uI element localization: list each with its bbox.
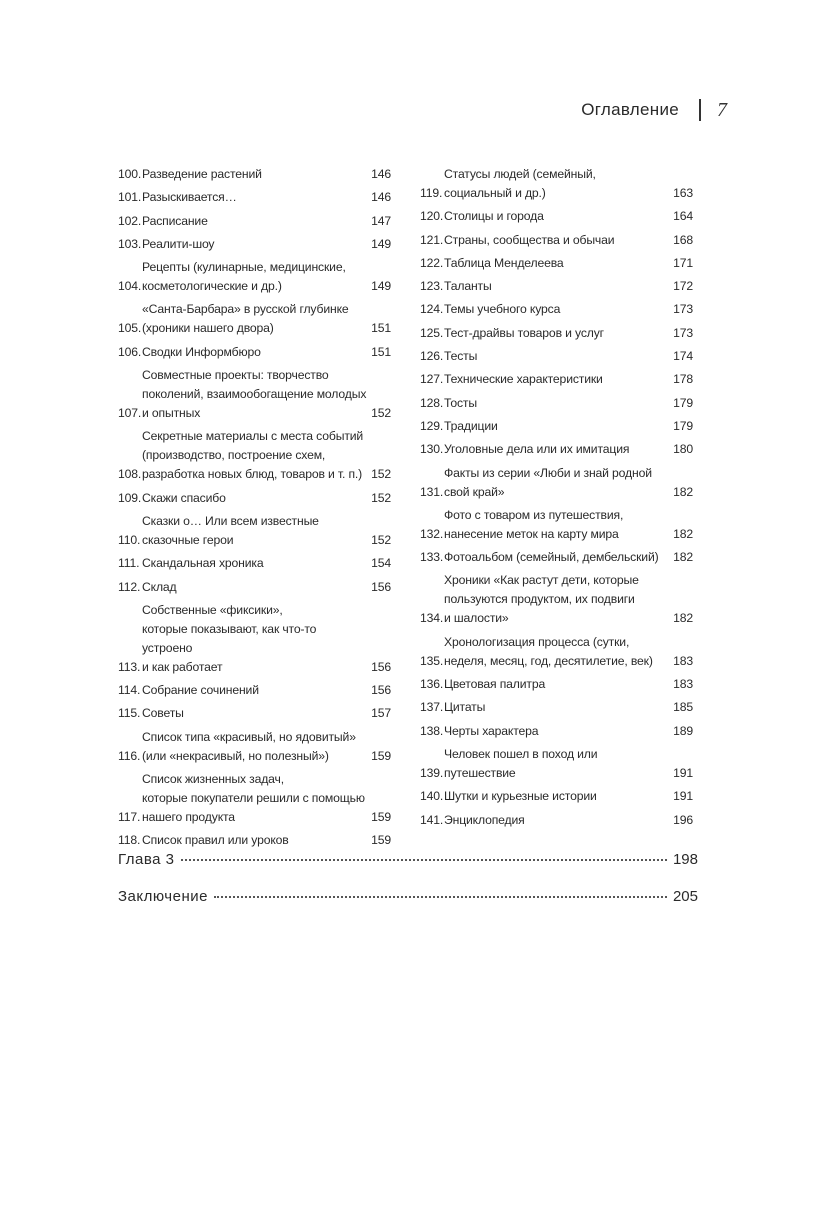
entry-number: 109.	[118, 490, 142, 505]
entry-page: 185	[673, 700, 693, 715]
toc-chapter-3[interactable]	[118, 851, 698, 868]
entry-number: 133.	[420, 550, 444, 565]
entry-page: 147	[371, 213, 391, 228]
entry-page: 156	[371, 579, 391, 594]
entry-number: 107.	[118, 406, 142, 421]
entry-number: 106.	[118, 344, 142, 359]
entry-title: Скажи спасибо	[142, 490, 226, 505]
page-header	[581, 95, 727, 125]
entry-number: 101.	[118, 190, 142, 205]
entry-title: Таблица Менделеева	[444, 255, 564, 270]
toc-entry[interactable]	[420, 231, 693, 250]
entry-title: Фотоальбом (семейный, дембельский)	[444, 550, 659, 565]
entry-title: Реалити-шоу	[142, 236, 215, 251]
entry-page: 152	[371, 467, 391, 482]
toc-entry[interactable]	[420, 698, 693, 717]
entry-title: Статусы людей (семейный, социальный и др.)	[444, 167, 596, 200]
entry-number: 125.	[420, 325, 444, 340]
entry-page: 151	[371, 321, 391, 336]
entry-number: 113.	[118, 659, 141, 674]
entry-title: Сказки о… Или всем известные сказочные герои	[142, 513, 319, 547]
toc-entry[interactable]	[420, 464, 693, 502]
toc-entry[interactable]	[420, 370, 693, 389]
entry-title: «Санта-Барбара» в русской глубинке (хроники нашего двора)	[142, 302, 349, 336]
header-divider	[699, 99, 701, 121]
toc-entry[interactable]	[118, 258, 391, 296]
entry-page: 149	[371, 279, 391, 294]
entry-page: 179	[673, 395, 693, 410]
entry-page: 152	[371, 406, 391, 421]
entry-number: 122.	[420, 255, 444, 270]
entry-number: 117.	[118, 810, 141, 825]
toc-entry[interactable]	[420, 347, 693, 366]
entry-number: 136.	[420, 677, 444, 692]
entry-page: 159	[371, 748, 391, 763]
entry-number: 119.	[420, 186, 443, 200]
toc-entry[interactable]	[420, 811, 693, 830]
entry-number: 127.	[420, 372, 444, 387]
entry-page: 151	[371, 344, 391, 359]
entry-number: 110.	[118, 532, 141, 547]
entry-title: Тосты	[444, 395, 477, 410]
entry-page: 182	[673, 611, 693, 626]
toc-entry[interactable]	[118, 578, 391, 597]
entry-page: 183	[673, 677, 693, 692]
entry-title: Хронологизация процесса (сутки, неделя, месяц, год, десятилетие, век)	[444, 634, 653, 668]
entry-title: Энциклопедия	[444, 812, 525, 827]
entry-page: 179	[673, 418, 693, 433]
entry-number: 124.	[420, 302, 444, 317]
entry-number: 131.	[420, 484, 444, 499]
running-title: Оглавление	[581, 100, 679, 119]
entry-title: Технические характеристики	[444, 372, 603, 387]
entry-page: 173	[673, 302, 693, 317]
entry-page: 182	[673, 526, 693, 541]
toc-entry[interactable]	[118, 427, 391, 484]
entry-title: Темы учебного курса	[444, 302, 561, 317]
toc-entry[interactable]	[420, 165, 693, 203]
entry-title: Советы	[142, 706, 184, 721]
entry-number: 121.	[420, 232, 444, 247]
chapter-label: Заключение	[118, 888, 208, 905]
entry-number: 128.	[420, 395, 444, 410]
toc-entry[interactable]	[118, 728, 391, 766]
entry-title: Столицы и города	[444, 209, 544, 224]
toc-entry[interactable]	[118, 300, 391, 338]
entry-title: Собрание сочинений	[142, 683, 259, 698]
entry-title: Человек пошел в поход или путешествие	[444, 746, 598, 780]
entry-page: 159	[371, 833, 391, 848]
entry-number: 111.	[118, 556, 140, 571]
entry-page: 149	[371, 236, 391, 251]
dot-leader	[214, 896, 667, 898]
toc-entry[interactable]	[420, 254, 693, 273]
entry-number: 139.	[420, 765, 444, 780]
entry-number: 112.	[118, 579, 141, 594]
toc-entry[interactable]	[420, 675, 693, 694]
entry-title: Цитаты	[444, 700, 486, 715]
toc-entry[interactable]	[420, 571, 693, 628]
entry-title: Таланты	[444, 279, 492, 294]
toc-entry[interactable]	[118, 601, 391, 677]
entry-number: 134.	[420, 611, 444, 626]
toc-entry[interactable]	[118, 554, 391, 573]
entry-number: 123.	[420, 279, 444, 294]
entry-page: 168	[673, 232, 693, 247]
entry-number: 126.	[420, 349, 444, 364]
entry-page: 146	[371, 190, 391, 205]
entry-title: Скандальная хроника	[142, 556, 264, 571]
entry-number: 132.	[420, 526, 444, 541]
entry-title: Факты из серии «Люби и знай родной свой край»	[444, 465, 652, 499]
entry-title: Цветовая палитра	[444, 677, 546, 692]
entry-page: 182	[673, 484, 693, 499]
entry-page: 152	[371, 532, 391, 547]
toc-entry[interactable]	[118, 165, 391, 184]
chapter-label: Глава 3	[118, 851, 175, 868]
entry-page: 156	[371, 659, 391, 674]
toc-entry[interactable]	[118, 366, 391, 423]
entry-page: 173	[673, 325, 693, 340]
entry-page: 189	[673, 723, 693, 738]
toc-entry[interactable]	[118, 704, 391, 723]
entry-page: 157	[371, 706, 391, 721]
toc-conclusion[interactable]	[118, 888, 698, 905]
entry-title: Фото с товаром из путешествия, нанесение меток на карту мира	[444, 507, 624, 541]
entry-number: 102.	[118, 213, 142, 228]
toc-entry[interactable]	[420, 207, 693, 226]
toc-entry[interactable]	[420, 417, 693, 436]
toc-entry[interactable]	[118, 212, 391, 231]
entry-number: 100.	[118, 167, 142, 181]
toc-entry[interactable]	[118, 235, 391, 254]
entry-title: Традиции	[444, 418, 498, 433]
entry-title: Склад	[142, 579, 177, 594]
entry-page: 159	[371, 810, 391, 825]
chapter-page: 205	[672, 888, 698, 905]
toc-entry[interactable]	[420, 722, 693, 741]
entry-page: 156	[371, 683, 391, 698]
entry-title: Список правил или уроков	[142, 833, 289, 848]
entry-number: 114.	[118, 683, 141, 698]
toc-entry[interactable]	[420, 440, 693, 459]
entry-number: 108.	[118, 467, 142, 482]
toc-entry[interactable]	[118, 489, 391, 508]
entry-page: 174	[673, 349, 693, 364]
entry-number: 118.	[118, 833, 141, 848]
entry-title: Черты характера	[444, 723, 539, 738]
entry-page: 182	[673, 550, 693, 565]
entry-title: Собственные «фиксики», которые показывают, как что-то устроено и как работает	[142, 602, 317, 674]
entry-title: Уголовные дела или их имитация	[444, 442, 630, 457]
toc-entry[interactable]	[118, 770, 391, 827]
entry-page: 171	[673, 255, 693, 270]
entry-page: 146	[371, 167, 391, 181]
entry-number: 105.	[118, 321, 142, 336]
entry-number: 130.	[420, 442, 444, 457]
entry-title: Список жизненных задач, которые покупатели решили с помощью нашего продукта	[142, 772, 365, 825]
toc-entry[interactable]	[420, 324, 693, 343]
entry-title: Расписание	[142, 213, 208, 228]
toc-left-column	[118, 165, 391, 855]
toc-entry[interactable]	[118, 831, 391, 850]
toc-entry[interactable]	[118, 343, 391, 362]
entry-title: Тест-драйвы товаров и услуг	[444, 325, 604, 340]
chapter-page: 198	[672, 851, 698, 868]
dot-leader	[181, 859, 667, 861]
entry-number: 115.	[118, 706, 141, 721]
toc-entry[interactable]	[118, 188, 391, 207]
entry-number: 138.	[420, 723, 444, 738]
entry-number: 120.	[420, 209, 444, 224]
entry-page: 183	[673, 653, 693, 668]
entry-title: Разведение растений	[142, 167, 262, 181]
entry-page: 180	[673, 442, 693, 457]
entry-page: 178	[673, 372, 693, 387]
toc-entry[interactable]	[420, 394, 693, 413]
entry-number: 129.	[420, 418, 444, 433]
entry-page: 164	[673, 209, 693, 224]
toc-right-column	[420, 165, 693, 834]
toc-entry[interactable]	[420, 506, 693, 544]
toc-entry[interactable]	[420, 633, 693, 671]
entry-title: Сводки Информбюро	[142, 344, 261, 359]
toc-entry[interactable]	[420, 277, 693, 296]
entry-number: 141.	[420, 812, 444, 827]
entry-title: Тесты	[444, 349, 478, 364]
entry-page: 196	[673, 812, 693, 827]
entry-number: 104.	[118, 279, 142, 294]
entry-page: 154	[371, 556, 391, 571]
entry-title: Секретные материалы с места событий (производство, построение схем, разработка новых блюд, товаров и т. п.)	[142, 429, 364, 482]
entry-number: 116.	[118, 748, 141, 763]
entry-number: 140.	[420, 789, 444, 804]
entry-page: 172	[673, 279, 693, 294]
toc-entry[interactable]	[118, 512, 391, 550]
toc-entry[interactable]	[420, 548, 693, 567]
entry-page: 191	[673, 789, 693, 804]
toc-entry[interactable]	[118, 681, 391, 700]
page-number: 7	[717, 98, 727, 121]
entry-page: 191	[673, 765, 693, 780]
entry-title: Рецепты (кулинарные, медицинские, косметологические и др.)	[142, 260, 346, 294]
entry-number: 103.	[118, 236, 142, 251]
entry-title: Хроники «Как растут дети, которые пользуются продуктом, их подвиги и шалости»	[444, 573, 639, 626]
entry-number: 135.	[420, 653, 444, 668]
entry-title: Разыскивается…	[142, 190, 237, 205]
entry-page: 163	[673, 186, 693, 200]
entry-title: Страны, сообщества и обычаи	[444, 232, 615, 247]
entry-page: 152	[371, 490, 391, 505]
entry-title: Шутки и курьезные истории	[444, 789, 597, 804]
toc-entry[interactable]	[420, 787, 693, 806]
entry-title: Список типа «красивый, но ядовитый» (или «некрасивый, но полезный»)	[142, 729, 356, 763]
entry-number: 137.	[420, 700, 444, 715]
toc-entry[interactable]	[420, 745, 693, 783]
entry-title: Совместные проекты: творчество поколений, взаимообогащение молодых и опытных	[142, 368, 367, 421]
toc-entry[interactable]	[420, 300, 693, 319]
